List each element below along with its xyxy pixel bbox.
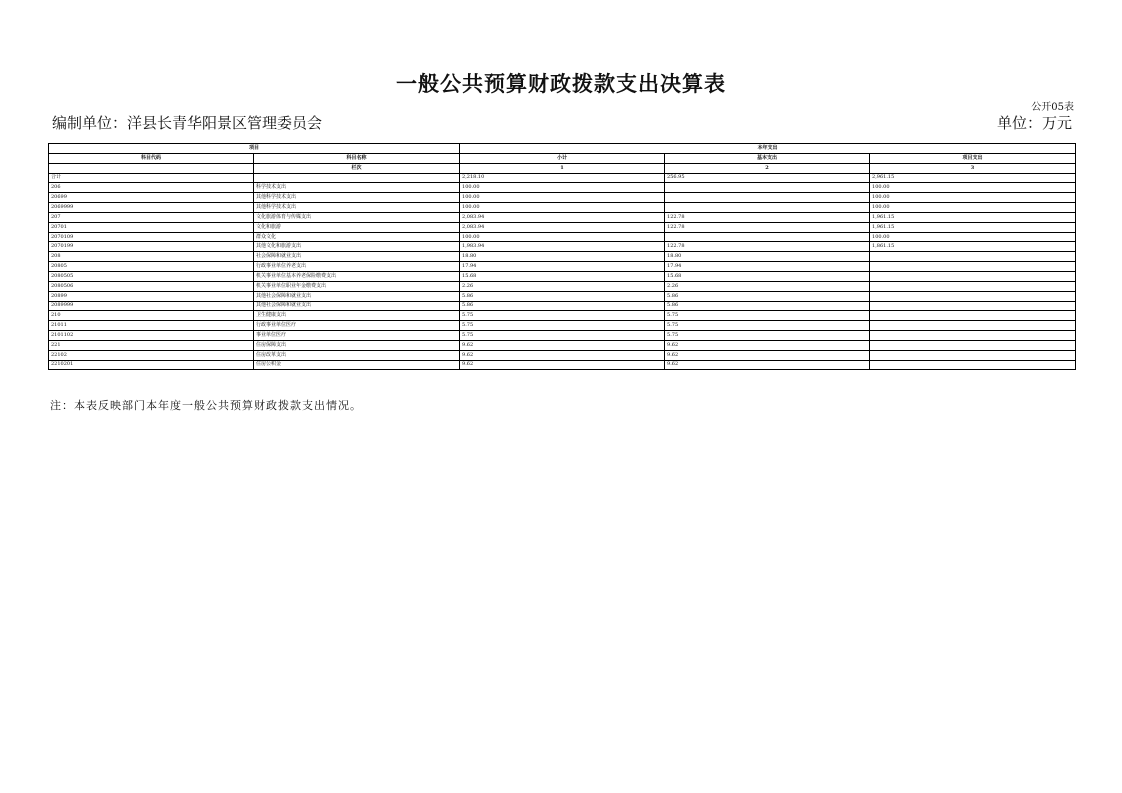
cell-subject-name: 行政事业单位养老支出 xyxy=(254,262,460,272)
cell-project-expense xyxy=(870,281,1076,291)
cell-basic-expense xyxy=(665,232,870,242)
cell-subtotal: 5.75 xyxy=(460,311,665,321)
cell-subtotal: 5.75 xyxy=(460,331,665,341)
cell-project-expense: 100.00 xyxy=(870,203,1076,213)
table-row xyxy=(49,203,1076,213)
cell-subject-name: 机关事业单位职业年金缴费支出 xyxy=(254,281,460,291)
cell-basic-expense: 256.95 xyxy=(665,173,870,183)
cell-subject-name: 文化和旅游 xyxy=(254,222,460,232)
cell-basic-expense: 9.62 xyxy=(665,340,870,350)
header-column-label: 栏次 xyxy=(254,163,460,173)
cell-subject-name: 机关事业单位基本养老保险缴费支出 xyxy=(254,271,460,281)
cell-subtotal: 9.62 xyxy=(460,340,665,350)
cell-project-expense: 1,961.15 xyxy=(870,212,1076,222)
cell-subject-name: 社会保障和就业支出 xyxy=(254,252,460,262)
table-row xyxy=(49,331,1076,341)
compiling-unit: 编制单位：洋县长青华阳景区管理委员会 xyxy=(52,114,323,132)
cell-project-expense xyxy=(870,271,1076,281)
cell-basic-expense: 5.75 xyxy=(665,321,870,331)
cell-project-expense xyxy=(870,291,1076,301)
table-row xyxy=(49,232,1076,242)
header-row-3 xyxy=(49,163,1076,173)
cell-subject-code: 2210201 xyxy=(49,360,254,370)
cell-subject-name: 住房保障支出 xyxy=(254,340,460,350)
cell-subject-code: 2101102 xyxy=(49,331,254,341)
currency-unit: 单位：万元 xyxy=(996,114,1072,132)
cell-basic-expense: 5.86 xyxy=(665,291,870,301)
cell-project-expense: 2,961.15 xyxy=(870,173,1076,183)
cell-subject-name: 其他科学技术支出 xyxy=(254,193,460,203)
cell-project-expense xyxy=(870,360,1076,370)
cell-project-expense: 1,961.15 xyxy=(870,222,1076,232)
header-current-year-expense: 本年支出 xyxy=(460,144,1076,154)
cell-subject-name xyxy=(254,173,460,183)
table-row xyxy=(49,311,1076,321)
cell-subject-code: 206 xyxy=(49,183,254,193)
cell-subject-code: 合计 xyxy=(49,173,254,183)
cell-subtotal: 2,083.94 xyxy=(460,212,665,222)
table-number: 公开05表 xyxy=(1031,102,1074,113)
cell-subject-code: 207 xyxy=(49,212,254,222)
table-row xyxy=(49,340,1076,350)
cell-subtotal: 2,218.10 xyxy=(460,173,665,183)
header-subject-name: 科目名称 xyxy=(254,153,460,163)
table-row xyxy=(49,262,1076,272)
cell-subject-code: 20805 xyxy=(49,262,254,272)
cell-subtotal: 5.86 xyxy=(460,291,665,301)
header-col-3: 3 xyxy=(870,163,1076,173)
cell-subtotal: 9.62 xyxy=(460,350,665,360)
cell-project-expense xyxy=(870,301,1076,311)
table-row xyxy=(49,301,1076,311)
cell-project-expense: 100.00 xyxy=(870,193,1076,203)
table-row xyxy=(49,271,1076,281)
table-body xyxy=(49,144,1076,370)
table-row xyxy=(49,350,1076,360)
header-project-expense: 项目支出 xyxy=(870,153,1076,163)
cell-project-expense xyxy=(870,350,1076,360)
table-row xyxy=(49,291,1076,301)
cell-subject-code: 20699 xyxy=(49,193,254,203)
cell-subtotal: 100.00 xyxy=(460,183,665,193)
cell-basic-expense xyxy=(665,183,870,193)
table-row xyxy=(49,360,1076,370)
cell-basic-expense: 2.26 xyxy=(665,281,870,291)
cell-basic-expense: 18.80 xyxy=(665,252,870,262)
cell-project-expense xyxy=(870,340,1076,350)
cell-subject-code: 2080505 xyxy=(49,271,254,281)
cell-subject-code: 221 xyxy=(49,340,254,350)
cell-project-expense xyxy=(870,252,1076,262)
cell-subject-code: 20899 xyxy=(49,291,254,301)
cell-subtotal: 100.00 xyxy=(460,232,665,242)
cell-subtotal: 9.62 xyxy=(460,360,665,370)
header-row-1 xyxy=(49,144,1076,154)
cell-subject-name: 行政事业单位医疗 xyxy=(254,321,460,331)
cell-basic-expense: 122.78 xyxy=(665,242,870,252)
cell-project-expense: 1,861.15 xyxy=(870,242,1076,252)
table-row xyxy=(49,173,1076,183)
cell-project-expense xyxy=(870,262,1076,272)
cell-basic-expense: 122.78 xyxy=(665,212,870,222)
cell-subject-code: 208 xyxy=(49,252,254,262)
cell-subject-name: 住房公积金 xyxy=(254,360,460,370)
header-col-1: 1 xyxy=(460,163,665,173)
cell-subject-code: 210 xyxy=(49,311,254,321)
cell-subject-code: 21011 xyxy=(49,321,254,331)
cell-subject-name: 其他社会保障和就业支出 xyxy=(254,291,460,301)
header-empty-cell xyxy=(49,163,254,173)
cell-subtotal: 5.86 xyxy=(460,301,665,311)
table-row xyxy=(49,252,1076,262)
cell-subject-name: 住房改革支出 xyxy=(254,350,460,360)
table-row xyxy=(49,281,1076,291)
cell-subtotal: 17.94 xyxy=(460,262,665,272)
cell-subject-name: 群众文化 xyxy=(254,232,460,242)
header-basic-expense: 基本支出 xyxy=(665,153,870,163)
cell-subject-name: 事业单位医疗 xyxy=(254,331,460,341)
table-row xyxy=(49,321,1076,331)
cell-basic-expense: 17.94 xyxy=(665,262,870,272)
cell-basic-expense: 5.86 xyxy=(665,301,870,311)
cell-subject-code: 2070199 xyxy=(49,242,254,252)
cell-basic-expense: 5.75 xyxy=(665,311,870,321)
cell-basic-expense: 9.62 xyxy=(665,360,870,370)
table-row xyxy=(49,183,1076,193)
footnote: 注：本表反映部门本年度一般公共预算财政拨款支出情况。 xyxy=(50,399,362,412)
cell-subject-code: 2069999 xyxy=(49,203,254,213)
cell-subtotal: 18.80 xyxy=(460,252,665,262)
header-col-2: 2 xyxy=(665,163,870,173)
cell-subject-name: 卫生健康支出 xyxy=(254,311,460,321)
table-row xyxy=(49,212,1076,222)
cell-basic-expense: 122.78 xyxy=(665,222,870,232)
cell-subject-name: 其他文化和旅游支出 xyxy=(254,242,460,252)
cell-project-expense xyxy=(870,331,1076,341)
table-row xyxy=(49,193,1076,203)
table-row xyxy=(49,222,1076,232)
cell-subtotal: 1,983.94 xyxy=(460,242,665,252)
cell-subject-code: 2070109 xyxy=(49,232,254,242)
cell-subtotal: 2,083.94 xyxy=(460,222,665,232)
header-project: 项目 xyxy=(49,144,460,154)
cell-subject-name: 其他社会保障和就业支出 xyxy=(254,301,460,311)
cell-subject-code: 22102 xyxy=(49,350,254,360)
cell-basic-expense: 9.62 xyxy=(665,350,870,360)
cell-project-expense xyxy=(870,311,1076,321)
cell-subject-name: 科学技术支出 xyxy=(254,183,460,193)
cell-subtotal: 5.75 xyxy=(460,321,665,331)
cell-basic-expense: 15.68 xyxy=(665,271,870,281)
cell-subject-code: 20701 xyxy=(49,222,254,232)
cell-subject-name: 文化旅游体育与传媒支出 xyxy=(254,212,460,222)
cell-subtotal: 15.68 xyxy=(460,271,665,281)
header-subject-code: 科目代码 xyxy=(49,153,254,163)
cell-subtotal: 100.00 xyxy=(460,193,665,203)
header-row-2 xyxy=(49,153,1076,163)
page-title: 一般公共预算财政拨款支出决算表 xyxy=(396,71,726,96)
cell-subject-name: 其他科学技术支出 xyxy=(254,203,460,213)
cell-subject-code: 2080506 xyxy=(49,281,254,291)
expense-table xyxy=(48,143,1076,370)
cell-basic-expense: 5.75 xyxy=(665,331,870,341)
cell-basic-expense xyxy=(665,203,870,213)
cell-project-expense xyxy=(870,321,1076,331)
cell-subtotal: 2.26 xyxy=(460,281,665,291)
header-subtotal: 小计 xyxy=(460,153,665,163)
cell-subtotal: 100.00 xyxy=(460,203,665,213)
table-row xyxy=(49,242,1076,252)
cell-project-expense: 100.00 xyxy=(870,232,1076,242)
cell-basic-expense xyxy=(665,193,870,203)
cell-project-expense: 100.00 xyxy=(870,183,1076,193)
cell-subject-code: 2089999 xyxy=(49,301,254,311)
